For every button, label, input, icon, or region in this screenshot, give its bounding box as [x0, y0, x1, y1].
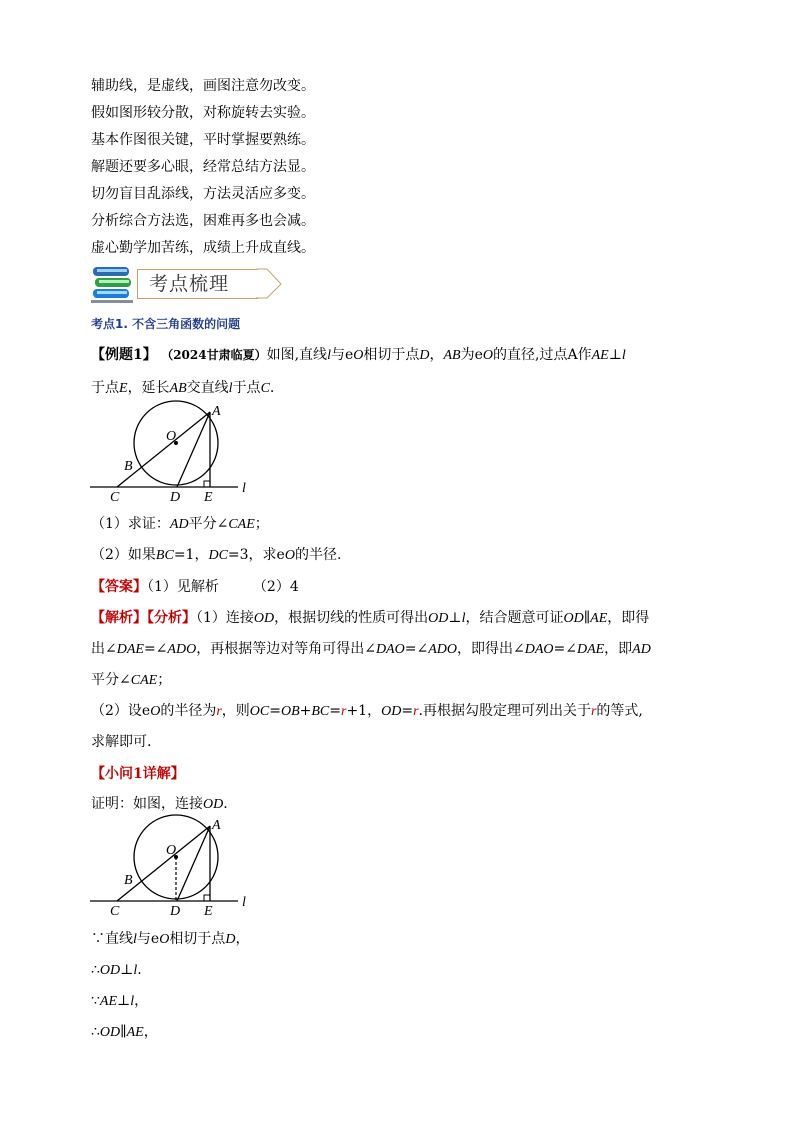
math-symbol: DAO	[524, 642, 554, 657]
text-run: .	[223, 796, 228, 812]
label-c: C	[110, 904, 120, 919]
text-run: 于点	[232, 380, 261, 396]
math-symbol: l	[133, 963, 138, 978]
text-run: ∴	[91, 1024, 100, 1040]
section-header	[91, 265, 281, 305]
example-line-1	[91, 345, 626, 366]
text-run: ∴	[91, 962, 100, 978]
math-symbol: r	[413, 704, 419, 719]
text-run: ，结合题意可证	[465, 610, 564, 626]
detail-tag: 【小问1详解】	[91, 766, 185, 782]
math-symbol: O	[284, 548, 295, 563]
text-run: 的直径,过点A作	[493, 347, 592, 363]
text-run: （2）如果	[91, 547, 156, 563]
math-symbol: E	[119, 381, 128, 396]
math-symbol: DAE	[576, 642, 605, 657]
text-run: =∠	[404, 641, 429, 657]
proof-step-4	[91, 1022, 158, 1043]
math-symbol: l	[461, 611, 466, 626]
text-run: ，即	[604, 641, 633, 657]
text-run: 的等式,	[596, 703, 643, 719]
analysis-p1	[196, 610, 649, 626]
answer-tag: 【答案】	[91, 579, 147, 595]
math-symbol: ADO	[428, 642, 457, 657]
segment-ca	[117, 826, 210, 901]
label-d: D	[170, 490, 181, 505]
math-symbol: OD	[253, 611, 275, 626]
verse-line-2-text: 假如图形较分散，对称旋转去实验。	[91, 105, 315, 121]
analysis-line-5: 求解即可.	[91, 734, 152, 750]
math-symbol: AE	[99, 994, 118, 1009]
text-run: 的半径.	[294, 547, 342, 563]
math-symbol: AE	[591, 348, 609, 363]
text-run: =1，	[173, 547, 209, 563]
label-l: l	[242, 481, 246, 496]
answer-part-2: （2）4	[252, 579, 299, 595]
example-source: （2024甘肃临夏）	[161, 348, 267, 362]
text-run: ，再根据等边对等角可得出∠	[196, 641, 376, 657]
math-symbol: AD	[169, 517, 189, 532]
text-run: 出∠	[91, 641, 117, 657]
text-run: ∵	[91, 993, 100, 1009]
text-run: .	[137, 962, 142, 978]
label-b: B	[124, 459, 133, 474]
verse-line-2	[91, 103, 315, 123]
text-run: 相切于点	[363, 347, 420, 363]
math-symbol: OB	[280, 704, 300, 719]
verse-line-7: 虚心勤学加苦练，成绩上升成直线。	[91, 240, 315, 256]
math-symbol: CAE	[130, 673, 158, 688]
text-run: ∥	[120, 1024, 127, 1040]
math-symbol: l	[621, 348, 626, 363]
math-symbol: r	[590, 704, 597, 719]
text-run: +1，	[346, 703, 382, 719]
text-run: ⊥	[117, 993, 131, 1009]
label-a: A	[212, 818, 221, 833]
question-1	[91, 514, 269, 535]
section-arrow-shape	[251, 265, 283, 305]
label-b: B	[124, 873, 133, 888]
math-symbol: DC	[208, 548, 228, 563]
right-angle-mark	[204, 895, 210, 901]
segment-da	[177, 826, 210, 901]
math-symbol: BC	[155, 548, 174, 563]
math-symbol: O	[159, 932, 170, 947]
math-symbol: AE	[126, 1025, 144, 1040]
math-symbol: ADO	[167, 642, 197, 657]
text-run: ⊥	[448, 610, 462, 626]
math-symbol: AD	[632, 642, 651, 657]
verse-line-1: 辅助线，是虚线，画图注意勿改变。	[91, 78, 315, 94]
math-symbol: BC	[311, 704, 330, 719]
math-symbol: CAE	[228, 517, 255, 532]
math-symbol: OD	[203, 797, 224, 812]
text-run: ∥	[583, 610, 591, 626]
text-run: ，	[134, 993, 149, 1009]
question-2	[91, 545, 341, 566]
text-run: ，	[143, 1024, 158, 1040]
math-symbol: DAE	[116, 642, 144, 657]
math-symbol: O	[353, 348, 364, 363]
text-run: ；	[157, 672, 172, 688]
text-run: ，即得出∠	[456, 641, 525, 657]
text-run: ⊥	[120, 962, 134, 978]
text-run: 的半径为	[160, 703, 217, 719]
math-symbol: r	[341, 704, 347, 719]
text-run: （2）设e	[91, 703, 151, 719]
kaodian-label: 考点1.	[91, 317, 128, 331]
math-symbol: AE	[590, 611, 608, 626]
answer-part-1: （1）见解析	[147, 579, 219, 595]
text-run: =∠	[553, 641, 577, 657]
right-angle-mark	[204, 481, 210, 487]
math-symbol: O	[482, 348, 494, 363]
text-run: （1）求证：	[91, 516, 170, 532]
label-e: E	[204, 904, 213, 919]
math-symbol: l	[228, 381, 233, 396]
proof-step-2	[91, 960, 142, 981]
verse-line-3: 基本作图很关键，平时掌握要熟练。	[91, 132, 315, 148]
math-symbol: AB	[443, 348, 461, 363]
math-symbol: l	[133, 932, 137, 947]
kaodian-title: 不含三角函数的问题	[132, 317, 241, 331]
analysis-line-2	[91, 639, 651, 660]
math-symbol: D	[419, 348, 430, 363]
section-title: 考点梳理	[149, 273, 230, 295]
analysis-subtag: 【分析】	[147, 610, 196, 626]
math-symbol: O	[150, 704, 161, 719]
math-symbol: D	[225, 932, 236, 947]
proof-step-3	[91, 991, 148, 1012]
example-tag: 【例题1】	[91, 347, 157, 363]
text-run: 证明：如图，连接	[91, 796, 203, 812]
text-run: 如图,直线	[266, 347, 328, 363]
books-icon	[91, 265, 135, 305]
math-symbol: AB	[169, 381, 187, 396]
text-run: 与e	[136, 931, 160, 947]
verse-line-6: 分析综合方法选，困难再多也会减。	[91, 213, 315, 229]
text-run: ⊥	[608, 347, 622, 363]
analysis-line-1	[91, 608, 649, 629]
text-run: +	[299, 703, 312, 719]
text-run: 相切于点	[169, 931, 226, 947]
text-run: 平分∠	[91, 672, 131, 688]
answer-line	[91, 577, 299, 597]
text-run: =	[269, 703, 281, 719]
label-e: E	[204, 490, 213, 505]
text-run: .再根据勾股定理可列出关于	[418, 703, 591, 719]
text-run: 为e	[460, 347, 483, 363]
example-line-2	[91, 378, 274, 399]
math-symbol: OD	[381, 704, 402, 719]
verse-line-5: 切勿盲目乱添线，方法灵活应多变。	[91, 186, 315, 202]
text-run: ，延长	[127, 380, 170, 396]
math-symbol: DAO	[375, 642, 405, 657]
segment-da	[177, 412, 210, 487]
math-symbol: C	[260, 381, 270, 396]
math-symbol: OD	[99, 1025, 121, 1040]
text-run: ∵直线	[91, 931, 133, 947]
text-run: .	[269, 380, 275, 396]
text-run: 与e	[330, 347, 354, 363]
figure-2	[88, 812, 268, 922]
proof-step-1	[91, 929, 249, 950]
math-symbol: l	[130, 994, 135, 1009]
text-run: ；	[254, 516, 269, 532]
text-run: （1）连接	[196, 610, 254, 626]
math-symbol: l	[327, 348, 331, 363]
label-c: C	[110, 490, 120, 505]
analysis-line-4	[91, 701, 643, 722]
analysis-tag: 【解析】	[91, 610, 147, 626]
math-symbol: OD	[563, 611, 584, 626]
label-l: l	[242, 895, 246, 910]
text-run: 于点	[91, 380, 119, 396]
math-symbol: OC	[249, 704, 270, 719]
label-o: O	[166, 429, 177, 444]
text-run: ，则	[221, 703, 250, 719]
text-run: 交直线	[186, 380, 229, 396]
label-a: A	[212, 404, 221, 419]
example-line1-text	[267, 347, 626, 363]
text-run: =	[401, 703, 414, 719]
math-symbol: OD	[428, 611, 449, 626]
label-o: O	[166, 843, 177, 858]
verse-line-4: 解题还要多心眼，经常总结方法显。	[91, 159, 315, 175]
analysis-line-3	[91, 670, 171, 691]
math-symbol: OD	[99, 963, 121, 978]
text-run: ，即得	[607, 610, 650, 626]
kaodian-heading	[91, 314, 240, 334]
text-run: =3，求e	[227, 547, 285, 563]
figure-1	[88, 398, 268, 508]
label-d: D	[170, 904, 181, 919]
text-run: =	[329, 703, 341, 719]
segment-ca	[117, 412, 210, 487]
math-symbol: r	[216, 704, 222, 719]
text-run: =∠	[143, 641, 168, 657]
text-run: ，根据切线的性质可得出	[274, 610, 429, 626]
text-run: ，	[429, 347, 444, 363]
text-run: 平分∠	[188, 516, 229, 532]
text-run: ，	[235, 931, 250, 947]
